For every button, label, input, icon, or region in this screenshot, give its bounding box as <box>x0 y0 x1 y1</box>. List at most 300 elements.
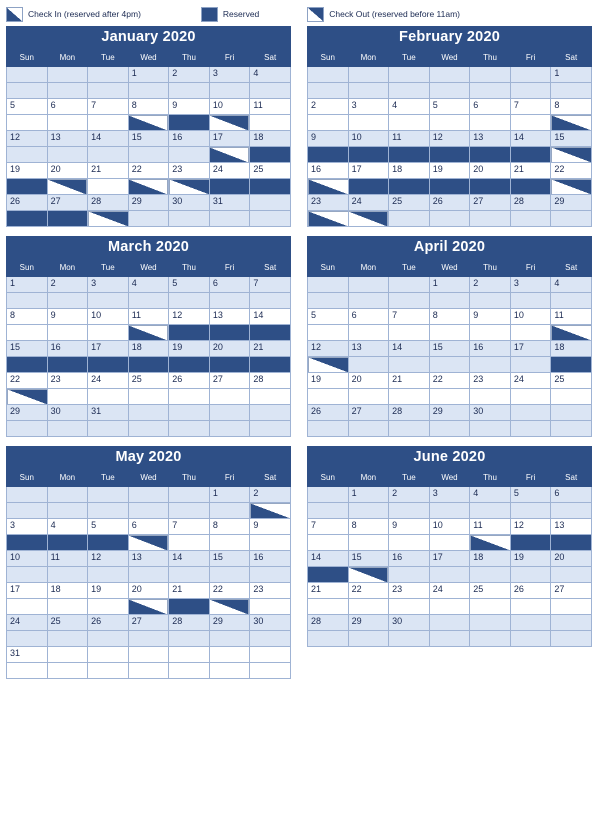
check-in-swatch-icon <box>6 7 23 22</box>
check-in-marker[interactable] <box>128 325 169 341</box>
check-out-marker[interactable] <box>551 179 592 195</box>
day-cell[interactable] <box>308 131 349 147</box>
reserved-marker[interactable] <box>7 357 48 373</box>
week-row <box>308 309 592 325</box>
week-row <box>308 131 592 147</box>
day-cell[interactable] <box>209 551 250 567</box>
check-out-marker[interactable] <box>308 357 349 373</box>
day-cell[interactable] <box>7 373 48 389</box>
reserved-marker[interactable] <box>250 325 291 341</box>
day-number: 23 <box>392 584 403 594</box>
day-cell[interactable] <box>250 551 291 567</box>
day-cell[interactable] <box>7 131 48 147</box>
day-cell[interactable] <box>250 519 291 535</box>
day-cell[interactable] <box>169 99 210 115</box>
day-cell[interactable] <box>510 277 551 293</box>
check-out-marker[interactable] <box>348 211 389 227</box>
day-cell[interactable] <box>7 163 48 179</box>
check-out-marker[interactable] <box>7 389 48 405</box>
day-cell[interactable] <box>209 615 250 631</box>
day-cell[interactable] <box>470 405 511 421</box>
reservation-bar-row <box>308 293 592 309</box>
day-cell[interactable] <box>88 615 129 631</box>
day-cell[interactable] <box>47 373 88 389</box>
day-cell[interactable] <box>308 341 349 357</box>
reserved-marker[interactable] <box>169 325 210 341</box>
day-cell[interactable] <box>429 163 470 179</box>
day-cell[interactable] <box>47 583 88 599</box>
day-cell[interactable] <box>169 131 210 147</box>
day-number: 3 <box>91 278 97 288</box>
day-cell[interactable] <box>47 615 88 631</box>
day-cell[interactable] <box>510 131 551 147</box>
day-cell[interactable] <box>169 195 210 211</box>
day-cell[interactable] <box>551 99 592 115</box>
day-cell[interactable] <box>510 309 551 325</box>
check-in-marker[interactable] <box>308 179 349 195</box>
reservation-empty-cell <box>510 421 551 437</box>
day-cell[interactable] <box>348 487 389 503</box>
day-cell[interactable] <box>429 487 470 503</box>
day-cell[interactable] <box>308 309 349 325</box>
day-cell[interactable] <box>348 405 389 421</box>
reserved-marker[interactable] <box>250 179 291 195</box>
day-cell[interactable] <box>348 163 389 179</box>
reservation-bar-row <box>308 631 592 647</box>
day-cell[interactable] <box>308 373 349 389</box>
week-row <box>7 519 291 535</box>
reserved-marker[interactable] <box>308 567 349 583</box>
reserved-marker[interactable] <box>429 179 470 195</box>
day-cell[interactable] <box>88 519 129 535</box>
day-cell[interactable] <box>308 551 349 567</box>
day-number: 11 <box>554 310 564 320</box>
reserved-marker[interactable] <box>470 147 511 163</box>
reservation-empty-cell <box>429 567 470 583</box>
day-cell[interactable] <box>209 487 250 503</box>
day-cell[interactable] <box>47 519 88 535</box>
day-cell[interactable] <box>348 615 389 631</box>
reservation-empty-cell <box>308 631 349 647</box>
weekday-header: Wed <box>429 469 470 487</box>
reservation-empty-cell <box>7 293 48 309</box>
day-cell[interactable] <box>551 551 592 567</box>
reserved-marker[interactable] <box>209 325 250 341</box>
day-cell[interactable] <box>47 99 88 115</box>
day-cell[interactable] <box>250 277 291 293</box>
day-cell[interactable] <box>7 551 48 567</box>
check-out-marker[interactable] <box>169 179 210 195</box>
day-cell[interactable] <box>389 163 430 179</box>
day-cell[interactable] <box>7 647 48 663</box>
reservation-bar-row <box>308 211 592 227</box>
reserved-marker[interactable] <box>510 535 551 551</box>
day-cell[interactable] <box>88 551 129 567</box>
reservation-empty-cell <box>429 115 470 131</box>
day-number: 16 <box>253 552 264 562</box>
check-in-marker[interactable] <box>128 599 169 615</box>
day-cell[interactable] <box>470 99 511 115</box>
reservation-empty-cell <box>389 567 430 583</box>
check-out-marker[interactable] <box>88 211 129 227</box>
day-cell[interactable] <box>88 583 129 599</box>
day-cell[interactable] <box>169 67 210 83</box>
day-cell[interactable] <box>128 519 169 535</box>
day-cell[interactable] <box>429 195 470 211</box>
day-cell[interactable] <box>510 195 551 211</box>
empty-day-cell <box>308 277 349 293</box>
reserved-marker[interactable] <box>47 357 88 373</box>
day-cell[interactable] <box>209 67 250 83</box>
day-cell[interactable] <box>470 487 511 503</box>
day-cell[interactable] <box>470 551 511 567</box>
reservation-empty-cell <box>128 421 169 437</box>
day-cell[interactable] <box>209 341 250 357</box>
day-cell[interactable] <box>429 373 470 389</box>
check-in-marker[interactable] <box>470 535 511 551</box>
day-number: 5 <box>311 310 317 320</box>
reserved-marker[interactable] <box>7 211 48 227</box>
check-in-marker[interactable] <box>308 211 349 227</box>
day-cell[interactable] <box>429 99 470 115</box>
day-cell[interactable] <box>510 163 551 179</box>
day-cell[interactable] <box>470 583 511 599</box>
reservation-empty-cell <box>209 83 250 99</box>
day-cell[interactable] <box>7 583 48 599</box>
day-cell[interactable] <box>308 163 349 179</box>
check-in-marker[interactable] <box>551 325 592 341</box>
day-cell[interactable] <box>88 405 129 421</box>
reservation-empty-cell <box>88 115 129 131</box>
reserved-marker[interactable] <box>308 147 349 163</box>
reserved-marker[interactable] <box>169 357 210 373</box>
day-number: 12 <box>311 342 322 352</box>
reserved-marker[interactable] <box>169 115 210 131</box>
day-cell[interactable] <box>88 373 129 389</box>
day-cell[interactable] <box>389 131 430 147</box>
day-cell[interactable] <box>128 341 169 357</box>
day-cell[interactable] <box>510 551 551 567</box>
day-cell[interactable] <box>429 519 470 535</box>
reserved-marker[interactable] <box>88 357 129 373</box>
day-cell[interactable] <box>389 519 430 535</box>
day-cell[interactable] <box>88 309 129 325</box>
day-number: 6 <box>212 278 218 288</box>
day-cell[interactable] <box>88 99 129 115</box>
day-cell[interactable] <box>47 277 88 293</box>
day-cell[interactable] <box>470 341 511 357</box>
day-cell[interactable] <box>7 277 48 293</box>
day-cell[interactable] <box>7 309 48 325</box>
day-cell[interactable] <box>551 163 592 179</box>
day-cell[interactable] <box>47 405 88 421</box>
reserved-marker[interactable] <box>470 179 511 195</box>
day-cell[interactable] <box>128 67 169 83</box>
day-cell[interactable] <box>389 341 430 357</box>
week-row <box>7 99 291 115</box>
day-cell[interactable] <box>7 341 48 357</box>
reserved-marker[interactable] <box>7 179 48 195</box>
day-cell[interactable] <box>551 131 592 147</box>
day-cell[interactable] <box>551 373 592 389</box>
day-cell[interactable] <box>169 341 210 357</box>
day-cell[interactable] <box>429 277 470 293</box>
day-cell[interactable] <box>389 615 430 631</box>
day-cell[interactable] <box>250 67 291 83</box>
reserved-marker[interactable] <box>510 179 551 195</box>
day-cell[interactable] <box>250 341 291 357</box>
day-cell[interactable] <box>250 615 291 631</box>
month-grid <box>6 258 291 437</box>
reservation-empty-cell <box>250 631 291 647</box>
day-cell[interactable] <box>169 615 210 631</box>
reservation-empty-cell <box>308 293 349 309</box>
day-cell[interactable] <box>88 163 129 179</box>
empty-day-cell <box>250 647 291 663</box>
day-cell[interactable] <box>348 583 389 599</box>
day-cell[interactable] <box>389 405 430 421</box>
reserved-marker[interactable] <box>7 535 48 551</box>
day-cell[interactable] <box>348 131 389 147</box>
day-cell[interactable] <box>429 405 470 421</box>
week-row <box>7 341 291 357</box>
day-cell[interactable] <box>47 309 88 325</box>
day-cell[interactable] <box>128 309 169 325</box>
day-cell[interactable] <box>348 99 389 115</box>
check-in-marker[interactable] <box>551 115 592 131</box>
day-cell[interactable] <box>250 131 291 147</box>
day-cell[interactable] <box>389 551 430 567</box>
day-cell[interactable] <box>88 341 129 357</box>
day-cell[interactable] <box>7 519 48 535</box>
day-cell[interactable] <box>470 309 511 325</box>
day-cell[interactable] <box>128 551 169 567</box>
day-cell[interactable] <box>250 163 291 179</box>
day-cell[interactable] <box>209 277 250 293</box>
reservation-empty-cell <box>470 115 511 131</box>
day-cell[interactable] <box>250 99 291 115</box>
day-number: 6 <box>50 100 56 110</box>
day-cell[interactable] <box>551 195 592 211</box>
check-out-marker[interactable] <box>551 147 592 163</box>
reservation-empty-cell <box>510 325 551 341</box>
day-cell[interactable] <box>389 373 430 389</box>
day-cell[interactable] <box>88 195 129 211</box>
day-cell[interactable] <box>429 551 470 567</box>
day-cell[interactable] <box>47 163 88 179</box>
day-cell[interactable] <box>348 519 389 535</box>
day-cell[interactable] <box>47 195 88 211</box>
reserved-marker[interactable] <box>47 211 88 227</box>
reserved-marker[interactable] <box>389 179 430 195</box>
reservation-empty-cell <box>348 389 389 405</box>
day-cell[interactable] <box>169 583 210 599</box>
day-cell[interactable] <box>551 67 592 83</box>
reserved-marker[interactable] <box>88 535 129 551</box>
day-cell[interactable] <box>88 131 129 147</box>
day-cell[interactable] <box>429 583 470 599</box>
day-cell[interactable] <box>348 195 389 211</box>
check-out-marker[interactable] <box>128 535 169 551</box>
day-cell[interactable] <box>308 195 349 211</box>
reserved-marker[interactable] <box>47 535 88 551</box>
day-number: 1 <box>554 68 560 78</box>
reservation-empty-cell <box>88 293 129 309</box>
day-cell[interactable] <box>47 341 88 357</box>
day-cell[interactable] <box>209 309 250 325</box>
day-cell[interactable] <box>389 487 430 503</box>
day-cell[interactable] <box>389 583 430 599</box>
day-cell[interactable] <box>470 373 511 389</box>
reservation-empty-cell <box>209 211 250 227</box>
day-cell[interactable] <box>209 163 250 179</box>
reservation-empty-cell <box>510 503 551 519</box>
day-cell[interactable] <box>389 99 430 115</box>
day-cell[interactable] <box>128 131 169 147</box>
reserved-marker[interactable] <box>250 357 291 373</box>
check-in-marker[interactable] <box>209 147 250 163</box>
check-in-marker[interactable] <box>250 503 291 519</box>
day-cell[interactable] <box>510 341 551 357</box>
day-cell[interactable] <box>348 373 389 389</box>
reserved-marker[interactable] <box>510 147 551 163</box>
reservation-empty-cell <box>88 83 129 99</box>
day-number: 21 <box>513 164 524 174</box>
day-cell[interactable] <box>209 519 250 535</box>
month-title: January 2020 <box>6 26 291 48</box>
calendar-row <box>6 26 595 227</box>
day-cell[interactable] <box>470 131 511 147</box>
reserved-marker[interactable] <box>348 179 389 195</box>
day-cell[interactable] <box>47 551 88 567</box>
weekday-header: Wed <box>128 49 169 67</box>
day-cell[interactable] <box>308 405 349 421</box>
reservation-bar-row <box>308 357 592 373</box>
day-cell[interactable] <box>551 519 592 535</box>
day-cell[interactable] <box>128 583 169 599</box>
day-cell[interactable] <box>470 195 511 211</box>
week-row <box>308 551 592 567</box>
check-out-marker[interactable] <box>47 179 88 195</box>
reserved-marker[interactable] <box>551 535 592 551</box>
day-cell[interactable] <box>510 487 551 503</box>
reserved-marker[interactable] <box>209 357 250 373</box>
day-cell[interactable] <box>209 373 250 389</box>
reserved-marker[interactable] <box>429 147 470 163</box>
day-cell[interactable] <box>470 277 511 293</box>
day-cell[interactable] <box>209 99 250 115</box>
day-cell[interactable] <box>250 487 291 503</box>
day-number: 12 <box>91 552 102 562</box>
day-cell[interactable] <box>209 131 250 147</box>
day-cell[interactable] <box>128 373 169 389</box>
day-cell[interactable] <box>128 615 169 631</box>
day-cell[interactable] <box>389 309 430 325</box>
check-in-marker[interactable] <box>128 179 169 195</box>
day-number: 27 <box>554 584 565 594</box>
reserved-marker[interactable] <box>348 147 389 163</box>
day-cell[interactable] <box>470 163 511 179</box>
day-cell[interactable] <box>510 519 551 535</box>
reservation-empty-cell <box>250 535 291 551</box>
day-cell[interactable] <box>169 163 210 179</box>
day-cell[interactable] <box>128 195 169 211</box>
day-cell[interactable] <box>128 99 169 115</box>
day-cell[interactable] <box>308 615 349 631</box>
day-cell[interactable] <box>510 99 551 115</box>
check-out-marker[interactable] <box>209 599 250 615</box>
reserved-marker[interactable] <box>551 357 592 373</box>
day-cell[interactable] <box>169 277 210 293</box>
day-number: 17 <box>432 552 443 562</box>
day-number: 14 <box>253 310 264 320</box>
day-cell[interactable] <box>551 487 592 503</box>
day-cell[interactable] <box>250 583 291 599</box>
day-cell[interactable] <box>348 341 389 357</box>
day-cell[interactable] <box>308 99 349 115</box>
check-out-marker[interactable] <box>209 115 250 131</box>
day-cell[interactable] <box>209 195 250 211</box>
day-cell[interactable] <box>209 583 250 599</box>
day-cell[interactable] <box>7 615 48 631</box>
day-cell[interactable] <box>429 341 470 357</box>
day-cell[interactable] <box>250 309 291 325</box>
day-cell[interactable] <box>7 99 48 115</box>
reservation-empty-cell <box>47 631 88 647</box>
day-number: 21 <box>172 584 183 594</box>
reserved-marker[interactable] <box>250 147 291 163</box>
day-cell[interactable] <box>47 131 88 147</box>
day-cell[interactable] <box>510 373 551 389</box>
day-cell[interactable] <box>348 309 389 325</box>
day-cell[interactable] <box>308 583 349 599</box>
day-cell[interactable] <box>128 277 169 293</box>
day-number: 18 <box>473 552 484 562</box>
reserved-marker[interactable] <box>128 357 169 373</box>
day-cell[interactable] <box>429 131 470 147</box>
weekday-header: Fri <box>510 259 551 277</box>
day-cell[interactable] <box>250 373 291 389</box>
day-cell[interactable] <box>551 341 592 357</box>
day-cell[interactable] <box>7 195 48 211</box>
day-cell[interactable] <box>169 551 210 567</box>
day-cell[interactable] <box>88 277 129 293</box>
day-cell[interactable] <box>551 583 592 599</box>
day-cell[interactable] <box>429 309 470 325</box>
day-cell[interactable] <box>169 309 210 325</box>
week-row <box>7 487 291 503</box>
check-in-marker[interactable] <box>128 115 169 131</box>
day-cell[interactable] <box>348 551 389 567</box>
day-cell[interactable] <box>551 277 592 293</box>
reserved-marker[interactable] <box>389 147 430 163</box>
reserved-marker[interactable] <box>209 179 250 195</box>
day-cell[interactable] <box>169 373 210 389</box>
day-cell[interactable] <box>169 519 210 535</box>
day-cell[interactable] <box>470 519 511 535</box>
day-number: 17 <box>513 342 524 352</box>
day-cell[interactable] <box>389 195 430 211</box>
weekday-header: Fri <box>209 259 250 277</box>
day-cell[interactable] <box>128 163 169 179</box>
day-cell[interactable] <box>308 519 349 535</box>
reserved-marker[interactable] <box>169 599 210 615</box>
day-cell[interactable] <box>551 309 592 325</box>
day-cell[interactable] <box>7 405 48 421</box>
check-out-marker[interactable] <box>348 567 389 583</box>
reservation-empty-cell <box>470 503 511 519</box>
day-cell[interactable] <box>510 583 551 599</box>
